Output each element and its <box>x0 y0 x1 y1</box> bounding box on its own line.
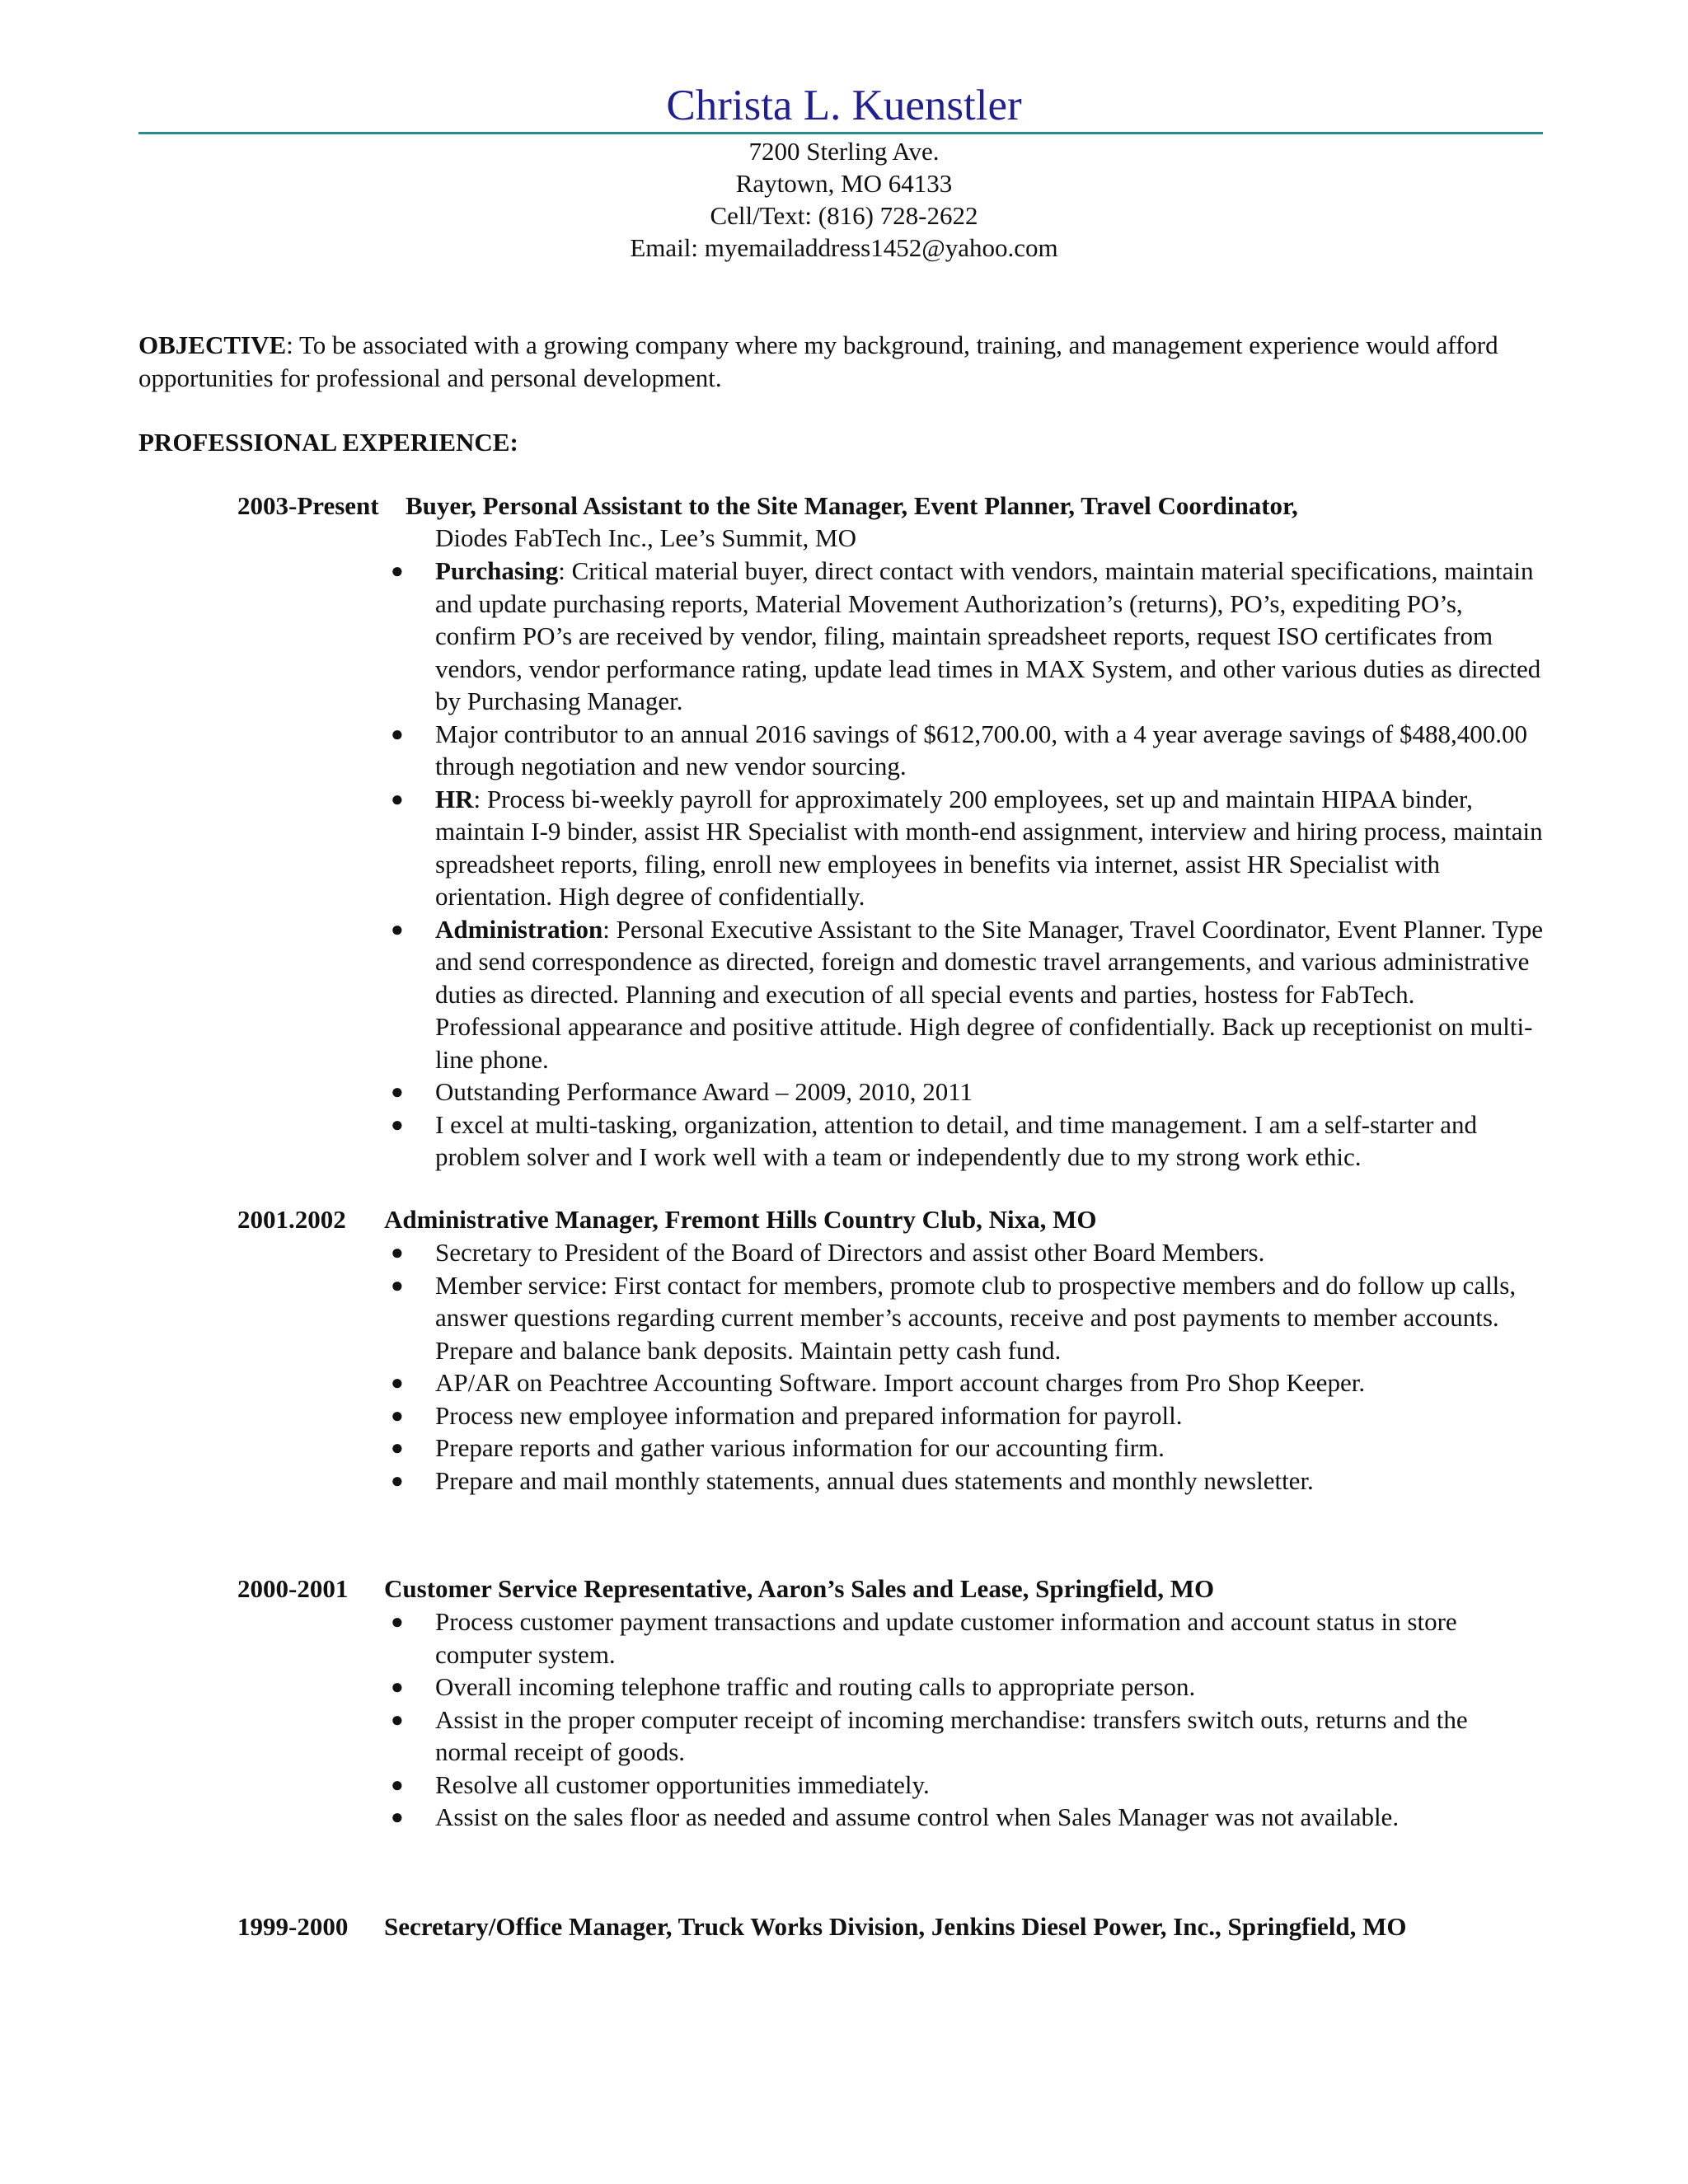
candidate-name: Christa L. Kuenstler <box>666 82 1022 129</box>
objective-section <box>138 329 1550 394</box>
list-item <box>386 1432 1546 1465</box>
bullet-icon: ● <box>391 1468 404 1493</box>
list-item <box>386 1769 1546 1802</box>
objective-label: OBJECTIVE <box>138 330 287 359</box>
bullet-icon: ● <box>391 1080 404 1104</box>
job-company: Diodes FabTech Inc., Lee’s Summit, MO <box>435 523 856 552</box>
bullet-icon: ● <box>391 1272 404 1297</box>
bullet-lead: Purchasing <box>435 556 559 585</box>
list-item <box>386 1605 1546 1671</box>
bullet-text: AP/AR on Peachtree Accounting Software. Import account charges from Pro Shop Keeper. <box>435 1368 1366 1397</box>
job-years: 2000-2001 <box>237 1574 349 1603</box>
list-item <box>386 1076 1546 1108</box>
email-line: Email: myemailaddress1452@yahoo.com <box>630 233 1058 262</box>
contact-block <box>0 135 1688 264</box>
bullet-text: : Personal Executive Assistant to the Site Manager, Travel Coordinator, Event Planner. Type and send correspondence as directed, foreign and domestic travel arrangements, and various administrative duties as directed. Planning and execution of all special events and parties, hostess for FabTech. Professional appearance and positive attitude. High degree of confidentially. Back up receptionist on multi-line phone. <box>435 914 1543 1074</box>
bullet-text: Assist on the sales floor as needed and assume control when Sales Manager was not available. <box>435 1802 1400 1831</box>
bullet-text: Major contributor to an annual 2016 savings of $612,700.00, with a 4 year average savings of $488,400.00 through negotiation and new vendor sourcing. <box>435 719 1527 780</box>
bullet-icon: ● <box>391 1772 404 1797</box>
job-heading <box>237 1910 1407 1943</box>
job-heading <box>237 490 1298 523</box>
bullet-lead: Administration <box>435 914 603 944</box>
bullet-text: : Process bi-weekly payroll for approximately 200 employees, set up and maintain HIPAA binder, maintain I-9 binder, assist HR Specialist with month-end assignment, interview and hiring process, maintain spreadsheet reports, filing, enroll new employees in benefits via internet, assist HR Specialist with orientation. High degree of confidentially. <box>435 784 1543 911</box>
list-item <box>386 1465 1546 1497</box>
bullet-icon: ● <box>391 1403 404 1427</box>
list-item <box>386 1269 1546 1367</box>
list-item <box>386 1399 1546 1432</box>
bullet-icon: ● <box>391 1805 404 1829</box>
bullet-text: Overall incoming telephone traffic and routing calls to appropriate person. <box>435 1672 1196 1701</box>
job-years: 1999-2000 <box>237 1912 349 1941</box>
job-title: Secretary/Office Manager, Truck Works Division, Jenkins Diesel Power, Inc., Springfield, MO <box>384 1912 1407 1941</box>
list-item <box>386 913 1546 1076</box>
bullet-text: Assist in the proper computer receipt of incoming merchandise: transfers switch outs, returns and the normal receipt of goods. <box>435 1704 1468 1766</box>
list-item <box>386 1108 1546 1174</box>
job-heading <box>237 1203 1097 1236</box>
bullet-text: Process customer payment transactions and update customer information and account status in store computer system. <box>435 1607 1457 1669</box>
phone-line: Cell/Text: (816) 728-2622 <box>710 201 978 230</box>
list-item <box>386 718 1546 783</box>
bullet-lead: HR <box>435 784 474 813</box>
bullet-text: Secretary to President of the Board of Directors and assist other Board Members. <box>435 1238 1265 1267</box>
objective-text: : To be associated with a growing company where my background, training, and management experience would afford opportunities for professional and personal development. <box>138 330 1498 392</box>
bullet-text: Prepare and mail monthly statements, annual dues statements and monthly newsletter. <box>435 1465 1314 1495</box>
job-heading <box>237 1572 1214 1605</box>
job-bullets <box>386 555 1546 1174</box>
address-line-2: Raytown, MO 64133 <box>735 169 953 198</box>
bullet-icon: ● <box>391 1436 404 1460</box>
list-item <box>386 1704 1546 1769</box>
bullet-icon: ● <box>391 559 404 583</box>
bullet-icon: ● <box>391 1240 404 1264</box>
job-years: 2001.2002 <box>237 1205 346 1234</box>
list-item <box>386 1236 1546 1269</box>
job-years: 2003-Present <box>237 491 379 520</box>
job-title: Buyer, Personal Assistant to the Site Manager, Event Planner, Travel Coordinator, <box>406 491 1298 520</box>
bullet-icon: ● <box>391 721 404 746</box>
bullet-text: I excel at multi-tasking, organization, attention to detail, and time management. I am a self-starter and problem solver and I work well with a team or independently due to my strong work ethic. <box>435 1109 1477 1171</box>
list-item <box>386 783 1546 913</box>
header-divider <box>138 132 1543 134</box>
bullet-icon: ● <box>391 1707 404 1732</box>
job-bullets <box>386 1236 1546 1497</box>
job-title: Administrative Manager, Fremont Hills Country Club, Nixa, MO <box>384 1205 1097 1234</box>
bullet-text: Process new employee information and prepared information for payroll. <box>435 1400 1183 1430</box>
bullet-icon: ● <box>391 786 404 811</box>
bullet-text: Member service: First contact for members, promote club to prospective members and do follow up calls, answer questions regarding current member’s accounts, receive and post payments to member accounts. Prepare and balance bank deposits. Maintain petty cash fund. <box>435 1270 1517 1365</box>
bullet-icon: ● <box>391 1675 404 1699</box>
bullet-text: Resolve all customer opportunities immediately. <box>435 1769 930 1799</box>
list-item <box>386 1671 1546 1704</box>
job-bullets <box>386 1605 1546 1834</box>
bullet-icon: ● <box>391 1371 404 1394</box>
bullet-text: Outstanding Performance Award – 2009, 2010, 2011 <box>435 1077 973 1106</box>
bullet-text: : Critical material buyer, direct contact with vendors, maintain material specifications, maintain and update purchasing reports, Material Movement Authorization’s (returns), PO’s, expediting PO’s, confirm PO’s are received by vendor, filing, maintain spreadsheet reports, request ISO certificates from vendors, vendor performance rating, update lead times in MAX System, and other various duties as directed by Purchasing Manager. <box>435 556 1541 715</box>
bullet-text: Prepare reports and gather various information for our accounting firm. <box>435 1433 1165 1462</box>
list-item <box>386 1801 1546 1834</box>
bullet-icon: ● <box>391 1112 404 1137</box>
job-title: Customer Service Representative, Aaron’s Sales and Lease, Springfield, MO <box>384 1574 1215 1603</box>
bullet-icon: ● <box>391 1610 404 1633</box>
list-item <box>386 555 1546 718</box>
list-item <box>386 1366 1546 1399</box>
address-line-1: 7200 Sterling Ave. <box>748 137 940 166</box>
bullet-icon: ● <box>391 916 404 941</box>
experience-heading: PROFESSIONAL EXPERIENCE: <box>138 428 518 457</box>
